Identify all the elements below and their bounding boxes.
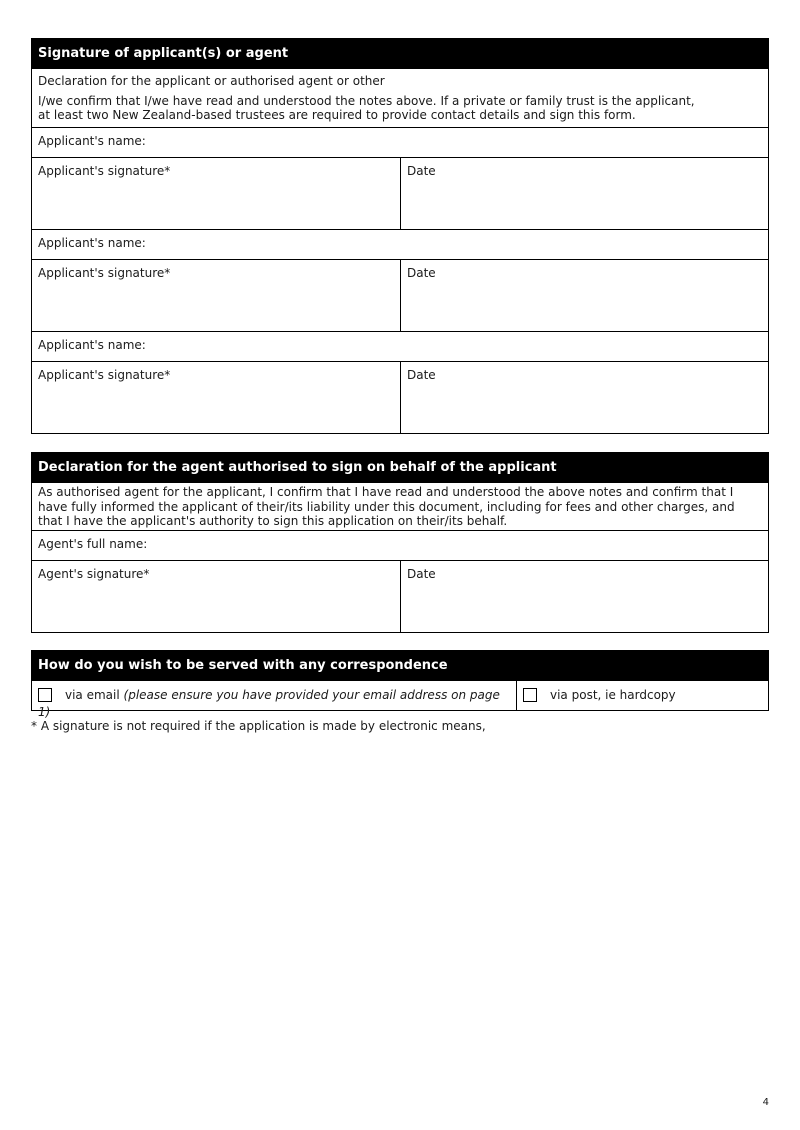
correspondence-section bbox=[31, 650, 769, 719]
applicant-signature-field[interactable]: Applicant's signature* bbox=[32, 260, 401, 331]
applicant-signature-field[interactable]: Applicant's signature* bbox=[32, 362, 401, 433]
applicant-signature-row bbox=[32, 361, 768, 433]
applicant-name-row[interactable] bbox=[32, 331, 768, 361]
agent-declaration-text: As authorised agent for the applicant, I confirm that I have read and understood the above notes and confirm that I have fully informed the applicant of their/its liability under this document, including for fees and other charges, and that I have the applicant's authority to sign this application on their/its behalf. bbox=[38, 485, 735, 528]
agent-name-label: Agent's full name: bbox=[38, 537, 148, 551]
correspondence-options-row bbox=[32, 681, 768, 719]
page-number: 4 bbox=[762, 1097, 769, 1108]
post-checkbox[interactable] bbox=[523, 688, 537, 702]
email-option[interactable] bbox=[32, 681, 517, 719]
applicant-signature-field[interactable]: Applicant's signature* bbox=[32, 158, 401, 229]
declaration-text: I/we confirm that I/we have read and understood the notes above. If a private or family trust is the applicant, at least two New Zealand-based trustees are required to provide contact details and sign this form. bbox=[38, 93, 695, 122]
applicant-name-row[interactable] bbox=[32, 127, 768, 157]
email-option-label: via email bbox=[65, 688, 120, 702]
agent-declaration-section bbox=[31, 452, 769, 633]
applicant-name-row[interactable] bbox=[32, 229, 768, 259]
applicant-signature-row bbox=[32, 157, 768, 229]
applicant-declaration bbox=[32, 69, 768, 127]
applicant-signature-row bbox=[32, 259, 768, 331]
email-checkbox[interactable] bbox=[38, 688, 52, 702]
section-header: Signature of applicant(s) or agent bbox=[32, 38, 768, 69]
applicant-signature-section bbox=[31, 38, 769, 434]
agent-signature-field[interactable]: Agent's signature* bbox=[32, 561, 401, 632]
email-option-note: (please ensure you have provided your email address on page 1) bbox=[38, 688, 500, 719]
section-header: Declaration for the agent authorised to sign on behalf of the applicant bbox=[32, 452, 768, 483]
declaration-heading: Declaration for the applicant or authorised agent or other bbox=[38, 74, 385, 88]
agent-date-field[interactable]: Date bbox=[407, 567, 436, 581]
post-option[interactable] bbox=[517, 681, 768, 710]
applicant-name-label: Applicant's name: bbox=[38, 235, 146, 250]
agent-name-row[interactable] bbox=[32, 530, 768, 560]
post-option-label: via post, ie hardcopy bbox=[550, 688, 676, 702]
section-header: How do you wish to be served with any correspondence bbox=[32, 650, 768, 681]
applicant-date-field[interactable]: Date bbox=[407, 265, 436, 280]
applicant-name-label: Applicant's name: bbox=[38, 337, 146, 352]
agent-signature-row bbox=[32, 560, 768, 632]
footnote: * A signature is not required if the application is made by electronic means, bbox=[31, 719, 486, 733]
applicant-date-field[interactable]: Date bbox=[407, 367, 436, 382]
applicant-name-label: Applicant's name: bbox=[38, 133, 146, 148]
applicant-date-field[interactable]: Date bbox=[407, 163, 436, 178]
